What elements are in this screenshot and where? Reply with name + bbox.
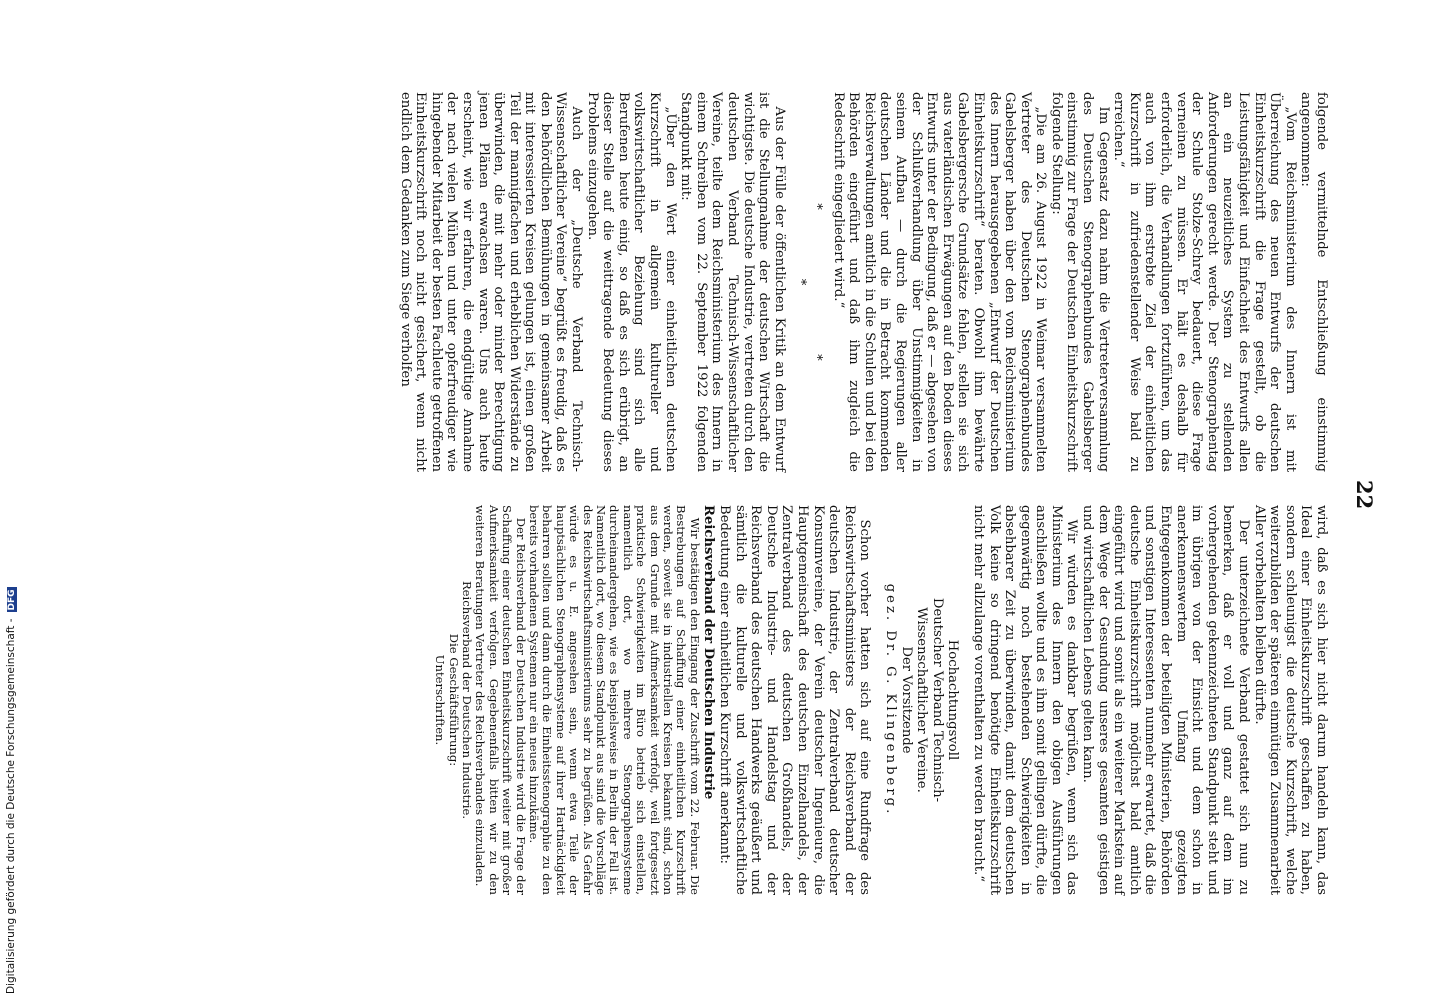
paragraph: Der unterzeichnete Verband gestattet sich nun zu bemerken, daß er voll und ganz auf dem im vorhergehenden gekennzeichneten Standpunkt steht und im übrigen von der Einsicht und dem schon in anerkennenswertem Umfang gezeigten Entgegenkommen der beteiligten Ministerien, Behörden und sonstigen Interessenten nunmehr erwartet, daß die deutsche Einheitskurzschrift möglichst bald amtlich eingeführt wird und somit als ein weiterer Markstein auf dem Wege der Gesundung unseres gesamten geistigen und wirtschaftlichen Lebens gelten kann. — [1080, 505, 1252, 895]
section-heading: Reichsverband der Deutschen Industrie — [701, 505, 717, 800]
quoted-resolution: „Vom Reichsministerium des Innern ist mit Überreichung des neuen Entwurfs der deutschen Einheitskurzschrift die Frage gestellt, ob die Leistungsfähigkeit und Einfachheit des Entwurfs allen an ein neuzeitliches System zu stellenden Anforderungen gerecht werde. Der Stenographentag der Schule Stolze-Schrey bedauert, diese Frage verneinen zu müssen. Er hält es deshalb für erforderlich, die Verhandlungen fortzuführen, um das auch von ihm erstrebte Ziel der einheitlichen Kurzschrift in zufriedenstellender Weise bald zu erreichen.“ — [1111, 92, 1298, 472]
closing-salutation: Hochachtungsvoll — [945, 639, 961, 761]
left-column — [397, 92, 1329, 472]
organization-name: Deutscher Verband Technisch- — [929, 597, 945, 803]
organization-name: Wissenschaftlicher Vereine. — [914, 607, 930, 793]
signature: gez. Dr. G. Klingenberg. — [882, 583, 898, 817]
section-divider: * * * — [793, 203, 824, 431]
paragraph: Schon vorher hatten sich auf eine Rundfrage des Reichswirtschaftsministers der Reichsverband der deutschen Industrie, der Zentralverband deutscher Konsumvereine, der Verein deutscher Ingenieure, die Hauptgemeinschaft des deutschen Einzelhandels, der Zentralverband des deutschen Großhandels, der Deutsche Industrie- und Handelstag und der Reichsverband des deutschen Handwerks geäußert und sämtlich die kulturelle und volkswirtschaftliche Bedeutung einer einheitlichen Kurzschrift anerkannt: — [717, 505, 873, 895]
paragraph: „Über den Wert einer einheitlichen deutschen Kurzschrift in allgemein kultureller und volkswirtschaftlicher Beziehung sind sich alle Berufenen heute einig, so daß es sich erübrigt, an dieser Stelle auf die weittragende Bedeutung dieses Problems einzugehen. — [584, 92, 678, 472]
credit-text: Digitalisierung gefördert durch die Deutsche Forschungsgemeinschaft - — [5, 618, 17, 994]
paragraph: Wir bestätigen den Eingang der Zuschrift vom 22. Februar. Die Bestrebungen auf Schaffung einer einheitlichen Kurzschrift werden, soweit sie in industriellen Kreisen bekannt sind, schon aus dem Grunde mit Aufmerksamkeit verfolgt, weil fortgesetzt praktische Schwierigkeiten im Büro betrieb sich einstellen, namentlich dort, wo mehrere Stenographensysteme durcheinandergehen, wie es beispielsweise in Berlin der Fall ist. Namentlich dort, wo diesem Standpunkt aus sind die Vorschläge des Reichswirtschaftsministeriums sehr zu begrüßen. Als Gefahr würde es u. E. angesehen sein, wenn etwa Teile der hauptsächlichen Stenographensysteme auf ihrer Hartnäckigkeit beharren sollten und dann durch die Einheitsstenographie zu den bereits vorhandenen Systemen nur ein neues hinzukäme. — [526, 505, 702, 895]
paragraph: wird, daß es sich hier nicht darum handeln kann, das Ideal einer Einheitskurzschrift geschaffen zu haben, sondern schleunigst die deutsche Kurzschrift, welche weiterzubilden der späteren einmütigen Zusammenarbeit Aller vorbehalten bleiben dürfte. — [1251, 505, 1329, 895]
right-column — [433, 505, 1329, 895]
digitization-credit — [5, 587, 17, 994]
signatory-title: Der Vorsitzende — [898, 646, 914, 754]
paragraph: Aus der Fülle der öffentlichen Kritik an dem Entwurf ist die Stellungnahme der deutschen Wirtschaft die wichtigste. Die deutsche Industrie, vertreten durch den deutschen Verband Technisch-Wissenschaftlicher Vereine, teilte dem Reichsministerium des Innern in einem Schreiben vom 22. September 1922 folgenden Standpunkt mit: — [678, 92, 787, 472]
signature: Reichsverband der Deutschen Industrie. — [459, 580, 474, 820]
dfg-logo-icon: DFG — [7, 589, 17, 611]
paragraph: Im Gegensatz dazu nahm die Vertreterversammlung des Deutschen Stenographenbundes Gabelsberger einstimmig zur Frage der Deutschen Einheitskurzschrift folgende Stellung: — [1048, 92, 1111, 472]
paragraph: Wir würden es dankbar begrüßen, wenn sich das Ministerium des Innern den obigen Ausführungen anschließen wollte und es ihm somit gelingen dürfte, die gegenwärtig noch bestehenden Schwierigkeiten in absehbarer Zeit zu überwinden, damit dem deutschen Volk keine so dringend benötigte Einheitskurzschrift nicht mehr allzulange vorenthalten zu werden braucht.“ — [970, 505, 1080, 895]
page-number: 22 — [1352, 480, 1377, 510]
signature: Die Geschäftsführung: — [446, 633, 461, 767]
paragraph: Auch der „Deutsche Verband Technisch-Wissenschaftlicher Vereine“ begrüßt es freudig, daß es den behördlichen Bemühungen in gemeinsamer Arbeit mit interessierten Kreisen gelungen ist, einen großen Teil der mannigfachen und erheblichen Widerstände zu überwinden, die mit mehr oder minder Berechtigung jenen Plänen erwachsen waren. Uns auch heute erscheint, wie wir erfahren, die endgültige Annahme der nach vielen Mühen und unter opferfreudiger wie hingebender Mitarbeit der besten Fachleute getroffenen Einheitskurzschrift noch nicht gesichert, wenn nicht endlich dem Gedanken zum Siege verholfen — [397, 92, 585, 472]
paragraph: Der Reichsverband der Deutschen Industrie wird die Frage der Schaffung einer deutschen Einheitskurzschrift weiter mit großer Aufmerksamkeit verfolgen. Gegebenenfalls bitten wir zu den weiteren Beratungen Vertreter des Reichsverbandes einzuladen. — [473, 505, 528, 895]
paragraph: folgende vermittelnde Entschließung einstimmig angenommen: — [1298, 92, 1329, 472]
signature: Unterschriften. — [433, 654, 448, 746]
quoted-resolution: „Die am 26. August 1922 in Weimar versammelten Vertreter des Deutschen Stenographenbundes Gabelsberger haben über den vom Reichsministerium des Innern herausgegebenen „Entwurf der Deutschen Einheitskurzschrift“ beraten. Obwohl ihm bewährte Gabelsbergersche Grundsätze fehlen, stellen sie sich aus vaterländischen Erwägungen auf den Boden dieses Entwurfs unter der Bedingung, daß er — abgesehen von der Schlußverhandlung über Unstimmigkeiten in seinem Aufbau — durch die Regierungen aller deutschen Länder und die in Betracht kommenden Reichsverwaltungen amtlich in die Schulen und bei den Behörden eingeführt und daß ihm zugleich die Redeschrift eingegliedert wird.“ — [830, 92, 1049, 472]
